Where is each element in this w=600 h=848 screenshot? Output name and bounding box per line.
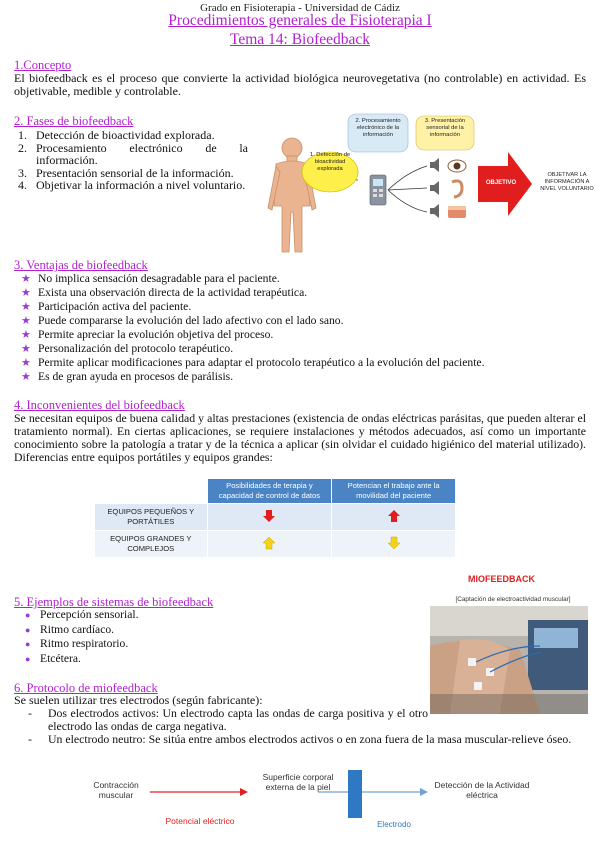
table-header-cell: Posibilidades de terapia y capacidad de control de datos — [207, 479, 332, 504]
list-item: ● Ritmo cardíaco. — [25, 622, 115, 636]
list-item: ★ No implica sensación desagradable para el paciente. — [21, 272, 280, 285]
objetivo-label: OBJETIVO — [485, 180, 517, 186]
list-item: ● Etcétera. — [25, 651, 81, 665]
list-item: 4. Objetivar la información a nivel voluntario. — [18, 178, 246, 192]
protocolo-intro: Se suelen utilizar tres electrodos (según fabricante): — [14, 693, 263, 707]
star-bullet-icon: ★ — [21, 329, 31, 341]
table-row — [95, 531, 456, 558]
section-heading-fases: 2. Fases de biofeedback — [14, 114, 134, 128]
equipment-comparison-table — [94, 478, 456, 558]
table-cell — [332, 504, 456, 531]
concepto-text: El biofeedback es el proceso que convierte la actividad biológica neurovegetativa (no controlable) en actividad. Es objetivable, medible y controlable. — [14, 71, 586, 98]
list-item: ★ Permite apreciar la evolución objetiva del proceso. — [21, 328, 274, 341]
arrow-up-icon — [387, 509, 401, 523]
miofeedback-caption: [Captación de electroactividad muscular] — [455, 596, 571, 603]
table-header-cell: Potencian el trabajo ante la movilidad del paciente — [332, 479, 456, 504]
list-item: 2. Procesamiento electrónico de la información. — [18, 140, 248, 167]
list-item: 3. Presentación sensorial de la información. — [18, 165, 234, 180]
list-item: ★ Puede compararse la evolución del lado afectivo con el lado sano. — [21, 314, 344, 327]
fases-list — [14, 129, 248, 192]
list-item: - Un electrodo neutro: Se sitúa entre ambos electrodos activos o en zona fuera de la masa muscular-relieve óseo. — [28, 732, 572, 746]
table-cell — [332, 531, 456, 558]
star-bullet-icon: ★ — [21, 301, 31, 313]
biofeedback-device-icon — [370, 175, 386, 205]
arrow-down-icon — [262, 509, 276, 523]
protocolo-list — [14, 707, 586, 746]
arrow-up-icon — [262, 536, 276, 550]
section-heading-protocolo: 6. Protocolo de miofeedback — [14, 681, 158, 695]
table-cell — [207, 531, 332, 558]
section-heading-concepto: 1.Concepto — [14, 58, 72, 72]
miofeedback-photo-graphic — [430, 606, 588, 714]
phase-bubble-1-label: 1. Detección de bioactividad explorada — [309, 152, 351, 172]
star-bullet-icon: ★ — [21, 371, 31, 383]
star-bullet-icon: ★ — [21, 357, 31, 369]
flow-contraccion: Contracción muscular — [93, 780, 139, 800]
eye-icon — [448, 160, 466, 172]
list-item: ★ Participación activa del paciente. — [21, 300, 192, 313]
objetivar-label: OBJETIVAR LA INFORMACIÓN A NIVEL VOLUNTARIO — [540, 172, 594, 192]
table-row-label: EQUIPOS GRANDES Y COMPLEJOS — [95, 531, 208, 558]
miofeedback-title: MIOFEEDBACK — [468, 574, 535, 584]
flow-deteccion: Detección de la Actividad eléctrica — [434, 780, 530, 800]
list-item: ★ Exista una observación directa de la actividad terapéutica. — [21, 286, 308, 299]
list-item: ★ Personalización del protocolo terapéutico. — [21, 342, 234, 355]
document-subtitle: Tema 14: Biofeedback — [229, 31, 371, 48]
miofeedback-photo — [430, 606, 588, 714]
flow-superficie: Superficie corporal externa de la piel — [262, 772, 334, 792]
arrow-down-icon — [387, 536, 401, 550]
list-item: ★ Permite aplicar modificaciones para adaptar el protocolo terapéutico a la evolución del paciente. — [21, 356, 485, 369]
dot-bullet-icon: ● — [25, 653, 31, 664]
table-row-label: EQUIPOS PEQUEÑOS Y PORTÁTILES — [95, 504, 208, 531]
table-cell — [207, 504, 332, 531]
section-heading-ventajas: 3. Ventajas de biofeedback — [14, 258, 148, 272]
table-row — [95, 504, 456, 531]
star-bullet-icon: ★ — [21, 287, 31, 299]
list-item: ● Percepción sensorial. — [25, 608, 139, 621]
list-item: - Dos electrodos activos: Un electrodo capta las ondas de carga positiva y el otro electrodo las ondas de carga negativa. — [28, 706, 428, 733]
star-bullet-icon: ★ — [21, 343, 31, 355]
flow-potencial: Potencial eléctrico — [165, 816, 235, 826]
ventajas-list — [14, 272, 589, 384]
ear-icon — [452, 181, 462, 197]
speaker-icon — [430, 158, 439, 218]
list-item: ★ Es de gran ayuda en procesos de parálisis. — [21, 370, 234, 383]
list-item: ● Ritmo respiratorio. — [25, 637, 129, 650]
phase-bubble-2-label: 2. Procesamiento electrónico de la información — [355, 118, 401, 138]
star-bullet-icon: ★ — [21, 273, 31, 285]
document-title: Procedimientos generales de Fisioterapia I — [168, 12, 432, 29]
ejemplos-list — [14, 608, 314, 666]
list-item: 1. Detección de bioactividad explorada. — [18, 128, 215, 142]
section-heading-inconvenientes: 4. Inconvenientes del biofeedback — [14, 398, 185, 412]
miofeedback-flow-diagram — [0, 770, 600, 840]
flow-electrodo: Electrodo — [377, 820, 411, 829]
dot-bullet-icon: ● — [25, 610, 31, 620]
dot-bullet-icon: ● — [25, 639, 31, 649]
table-corner — [95, 479, 208, 504]
inconvenientes-text: Se necesitan equipos de buena calidad y altas prestaciones (existencia de ondas eléctricas parásitas, que pueden alterar el tratamiento normal). En ciertas aplicaciones, se requiere instalaciones y métodos adecuados, así como un importante conocimiento sobre la patología a tratar y de la técnica a aplicar (sin olvidar el cuidado higiénico del material utilizado). Diferencias entre equipos portátiles y equipos grandes: — [14, 411, 586, 464]
phase-bubble-3-label: 3. Presentación sensorial de la información — [424, 118, 466, 138]
star-bullet-icon: ★ — [21, 315, 31, 327]
dot-bullet-icon: ● — [25, 624, 31, 635]
institution-line: Grado en Fisioterapia - Universidad de Cádiz — [200, 2, 400, 14]
skin-icon — [448, 206, 466, 218]
section-heading-ejemplos: 5. Ejemplos de sistemas de biofeedback — [14, 595, 214, 609]
fases-diagram — [262, 110, 598, 260]
electrode-bar — [348, 770, 362, 818]
